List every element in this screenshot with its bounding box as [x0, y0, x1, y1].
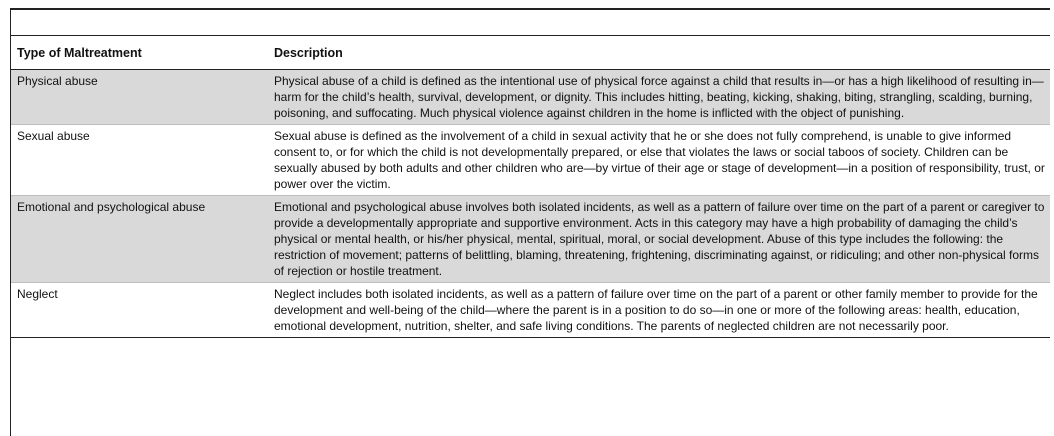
row-description: Neglect includes both isolated incidents, as well as a pattern of failure over time on the part of a parent or other family member to provide for the development and well-being of the child—where the parent is in a position to do so—in one or more of the following areas: health, education, emotional development, nutrition, shelter, and safe living conditions. The parents of neglected children are not necessarily poor. [274, 287, 1038, 333]
top-rule [10, 8, 1050, 10]
row-description: Sexual abuse is defined as the involvement of a child in sexual activity that he or she does not fully comprehend, is unable to give informed consent to, or for which the child is not developmentally prepared, or else that violates the laws or social taboos of society. Children can be sexually abused by both adults and other children who are—by virtue of their age or stage of development—in a position of responsibility, trust, or power over the victim. [274, 129, 1045, 191]
header-row [11, 36, 1050, 70]
row-description: Physical abuse of a child is defined as the intentional use of physical force against a child that results in—or has a high likelihood of resulting in—harm for the child’s health, survival, development, or dignity. This includes hitting, beating, kicking, shaking, biting, strangling, scalding, burning, poisoning, and suffocating. Much physical violence against children in the home is inflicted with the object of punishing. [268, 70, 1050, 125]
table-row [11, 196, 1050, 283]
maltreatment-table [11, 35, 1050, 338]
table-row [11, 125, 1050, 196]
table-row [11, 70, 1050, 125]
maltreatment-table-container [11, 35, 1050, 338]
header-type: Type of Maltreatment [17, 46, 142, 60]
table-body [11, 70, 1050, 338]
row-type: Emotional and psychological abuse [11, 196, 268, 283]
row-type: Neglect [17, 287, 58, 301]
header-description: Description [274, 46, 343, 60]
row-type: Physical abuse [11, 70, 268, 125]
table-row [11, 283, 1050, 338]
table-header [11, 36, 1050, 70]
row-type: Sexual abuse [17, 129, 90, 143]
row-description: Emotional and psychological abuse involves both isolated incidents, as well as a pattern of failure over time on the part of a parent or caregiver to provide a developmentally appropriate and supportive environment. Acts in this category may have a high probability of damaging the child’s physical or mental health, or his/her physical, mental, spiritual, moral, or social development. Abuse of this type includes the following: the restriction of movement; patterns of belittling, blaming, threatening, frightening, discriminating against, or ridiculing; and other non-physical forms of rejection or hostile treatment. [268, 196, 1050, 283]
